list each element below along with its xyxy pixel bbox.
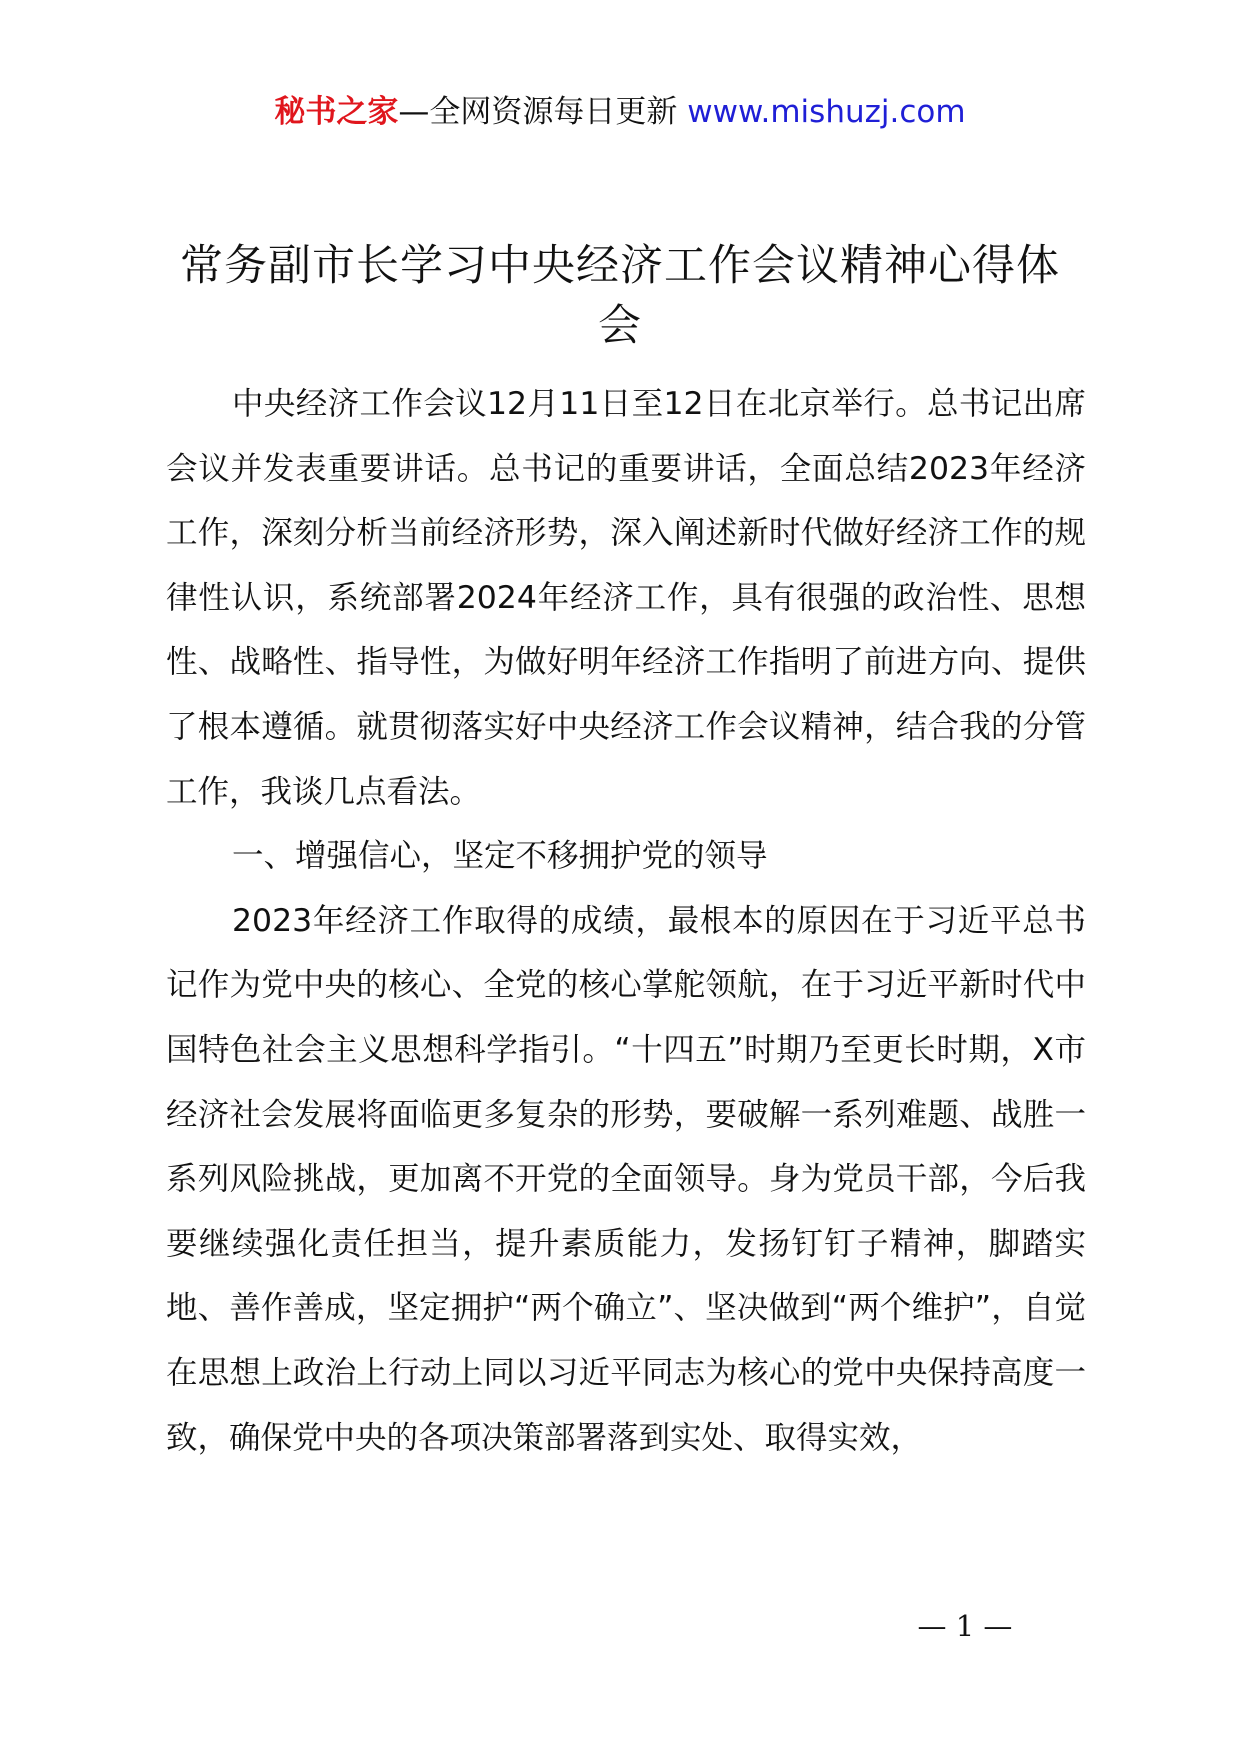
section-1-paragraph: 2023年经济工作取得的成绩，最根本的原因在于习近平总书记作为党中央的核心、全党的核心掌舵领航，在于习近平新时代中国特色社会主义思想科学指引。“十四五”时期乃至更长时期，X市经济社会发展将面临更多复杂的形势，要破解一系列难题、战胜一系列风险挑战，更加离不开党的全面领导。身为党员干部，今后我要继续强化责任担当，提升素质能力，发扬钉钉子精神，脚踏实地、善作善成，坚定拥护“两个确立”、坚决做到“两个维护”，自觉在思想上政治上行动上同以习近平同志为核心的党中央保持高度一致，确保党中央的各项决策部署落到实处、取得实效， <box>166 902 1086 1456</box>
site-url-link[interactable]: www.mishuzj.com <box>687 94 966 130</box>
section-heading-1: 一、增强信心，坚定不移拥护党的领导 <box>232 838 768 875</box>
banner-tagline: —全网资源每日更新 <box>398 94 678 130</box>
intro-paragraph: 中央经济工作会议12月11日至12日在北京举行。总书记出席会议并发表重要讲话。总书记的重要讲话，全面总结2023年经济工作，深刻分析当前经济形势，深入阐述新时代做好经济工作的规律性认识，系统部署2024年经济工作，具有很强的政治性、思想性、战略性、指导性，为做好明年经济工作指明了前进方向、提供了根本遵循。就贯彻落实好中央经济工作会议精神，结合我的分管工作，我谈几点看法。 <box>166 386 1086 810</box>
page-number: — 1 — <box>917 1609 1013 1643</box>
brand-name: 秘书之家 <box>274 94 399 130</box>
document-body <box>166 372 1086 1470</box>
document-title: 常务副市长学习中央经济工作会议精神心得体会 <box>180 241 1060 351</box>
site-banner <box>0 92 1240 132</box>
